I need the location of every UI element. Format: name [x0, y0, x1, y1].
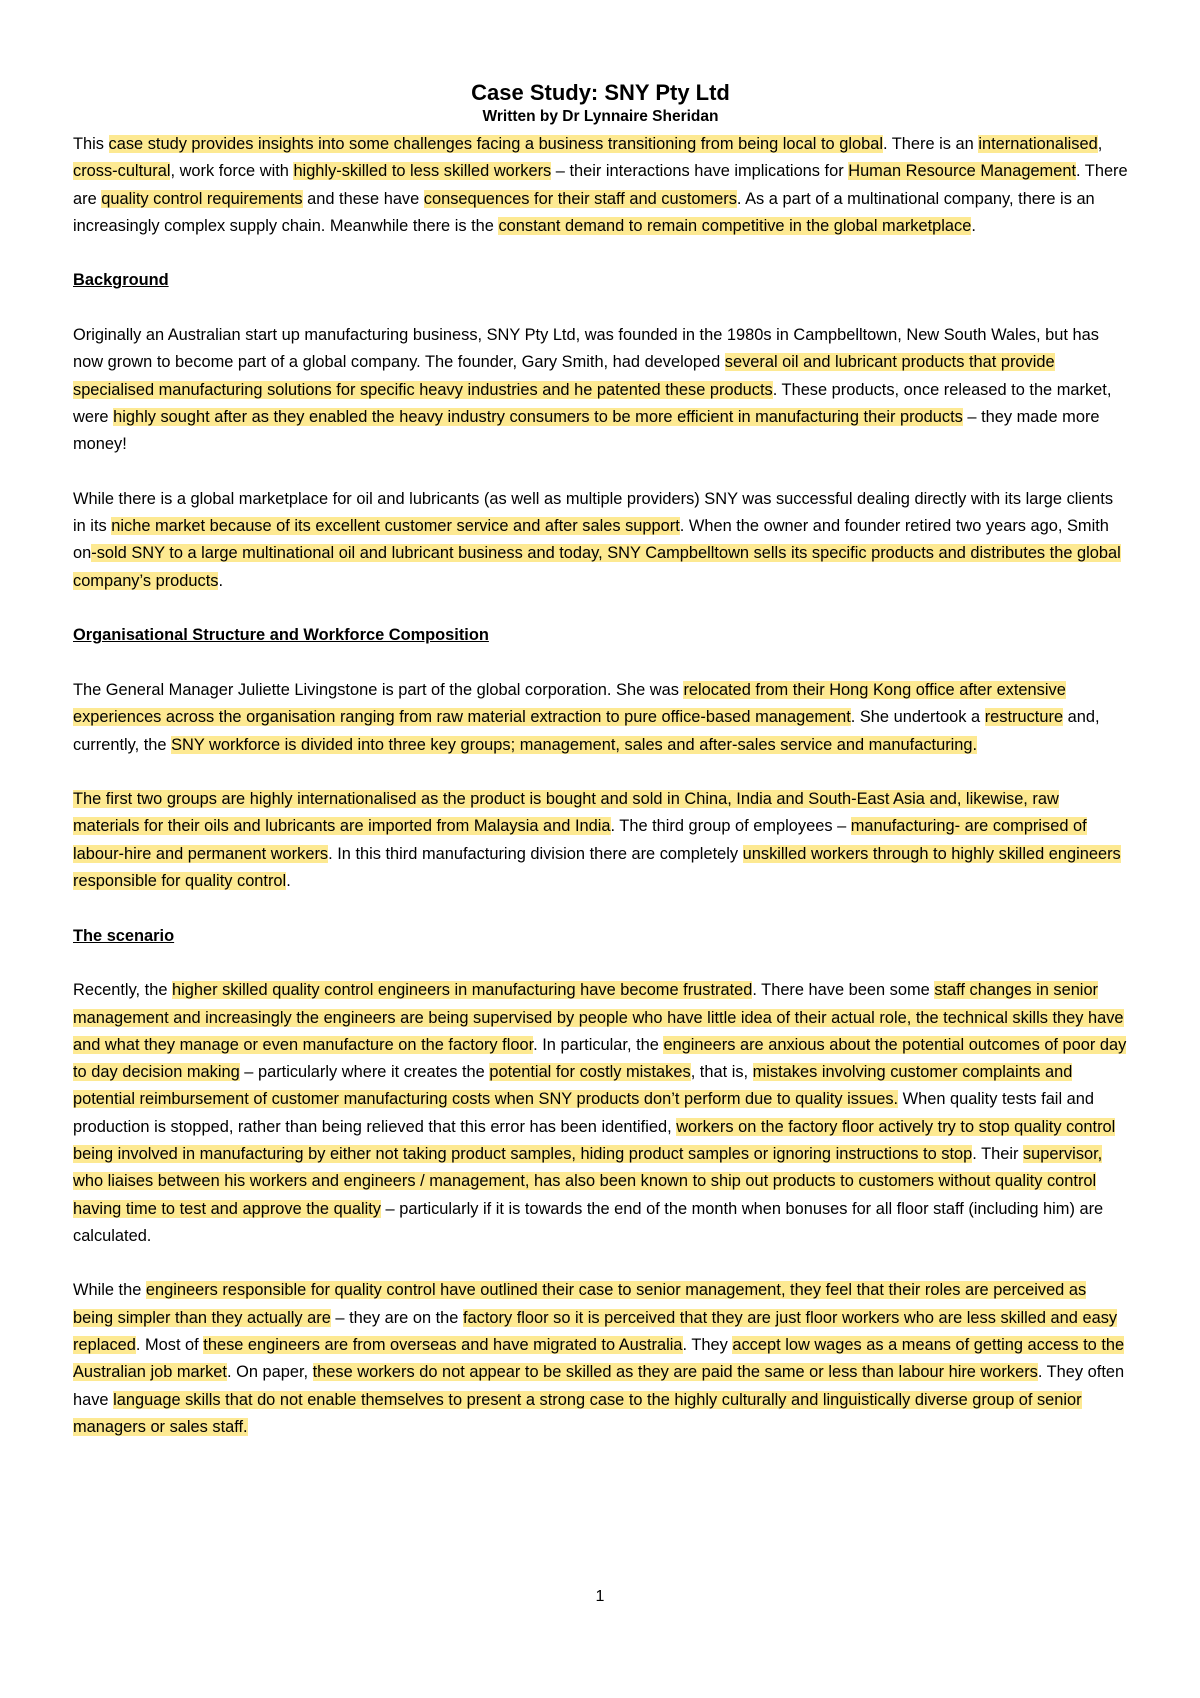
highlighted-text: these workers do not appear to be skilled as they are paid the same or less than labour hire workers [312, 1363, 1038, 1382]
highlighted-text: constant demand to remain competitive in the global marketplace [498, 216, 972, 235]
text-run: , work force with [170, 162, 294, 181]
highlighted-text: internationalised [978, 135, 1098, 153]
highlighted-text: consequences for their staff and customers [423, 189, 737, 208]
page-number: 1 [595, 1588, 605, 1605]
text-run: . There have been some [752, 981, 935, 1000]
highlighted-text: manufacturing- are comprised of labour-hire and permanent workers [73, 817, 1087, 863]
text-run: . [971, 216, 976, 235]
highlighted-text: these engineers are from overseas and have migrated to Australia [203, 1336, 683, 1355]
document-title: Case Study: SNY Pty Ltd [471, 80, 730, 105]
paragraph [73, 486, 1128, 595]
text-run: While the [73, 1281, 146, 1300]
text-run: While there is a global marketplace for oil and lubricants (as well as multiple providers) SNY was successful dealing directly with its large clients in its [73, 489, 1114, 536]
highlighted-text: mistakes involving customer complaints and potential reimbursement of customer manufacturing costs when SNY products don’t perform due to quality issues. [73, 1063, 1073, 1109]
text-run: . These products, once released to the market, were [73, 380, 1112, 426]
text-run: This [73, 135, 109, 153]
highlighted-text: The first two groups are highly internationalised as the product is bought and sold in China, India and South-East Asia and, likewise, raw materials for their oils and lubricants are imported from Malaysia and India [73, 790, 1059, 836]
text-run: . On paper, [226, 1363, 313, 1382]
text-run: . In this third manufacturing division there are completely [328, 844, 743, 863]
paragraph [73, 131, 1128, 240]
section-heading: Organisational Structure and Workforce Composition [73, 626, 489, 645]
highlighted-text: higher skilled quality control engineers in manufacturing have become frustrated [172, 981, 753, 1000]
paragraph [73, 786, 1128, 895]
highlighted-text: niche market because of its excellent customer service and after sales support [111, 517, 680, 536]
highlighted-text: language skills that do not enable themselves to present a strong case to the highly culturally and linguistically diverse group of senior managers or sales staff. [73, 1390, 1082, 1436]
paragraph [73, 977, 1128, 1250]
text-run: – particularly if it is towards the end of the month when bonuses for all floor staff (including him) are calculated. [73, 1199, 1104, 1245]
text-run: , that is, [690, 1063, 753, 1082]
paragraph [73, 322, 1128, 458]
text-run: – they made more money! [73, 407, 1100, 454]
text-run: . In particular, the [533, 1035, 664, 1054]
text-run: – particularly where it creates the [239, 1063, 490, 1082]
highlighted-text: potential for costly mistakes [489, 1063, 691, 1082]
text-run: . There are [73, 162, 1128, 208]
highlighted-text: factory floor so it is perceived that they are just floor workers who are less skilled and easy replaced [73, 1308, 1118, 1355]
highlighted-text: unskilled workers through to highly skilled engineers responsible for quality control [73, 844, 1121, 891]
highlighted-text: relocated from their Hong Kong office after extensive experiences across the organisation ranging from raw material extraction to pure office-based management [73, 680, 1066, 727]
highlighted-text: accept low wages as a means of getting access to the Australian job market [73, 1336, 1125, 1382]
highlighted-text: staff changes in senior management and increasingly the engineers are being supervised by people who have little idea of their actual role, the technical skills they have and what they manage or even manufacture on the factory floor [73, 981, 1124, 1054]
text-run: . [218, 571, 224, 590]
text-run: and these have [302, 189, 424, 208]
highlighted-text: engineers responsible for quality control have outlined their case to senior management, they feel that their roles are perceived as being simpler than they actually are [73, 1281, 1087, 1327]
highlighted-text: quality control requirements [101, 189, 303, 208]
text-run: . They often have [73, 1363, 1125, 1409]
highlighted-text: highly sought after as they enabled the heavy industry consumers to be more efficient in manufacturing their products [113, 407, 963, 426]
text-run: Originally an Australian start up manufacturing business, SNY Pty Ltd, was founded in the 1980s in Campbelltown, New South Wales, but has now grown to become part of a global company. The founder, Gary Smith, had developed [73, 326, 1099, 372]
paragraph [73, 677, 1128, 759]
text-run: . There is an [882, 135, 979, 153]
highlighted-text: several oil and lubricant products that provide specialised manufacturing solutions for specific heavy industries and he patented these products [73, 353, 1055, 399]
highlighted-text: case study provides insights into some challenges facing a business transitioning from being local to global [108, 135, 883, 153]
text-run: . The third group of employees – [610, 817, 851, 836]
text-run: . [286, 872, 291, 891]
highlighted-text: -sold SNY to a large multinational oil and lubricant business and today, SNY Campbelltown sells its specific products and distributes the global company’s products [73, 544, 1121, 590]
section-heading: The scenario [73, 926, 175, 945]
text-run: – their interactions have implications for [551, 162, 849, 181]
highlighted-text: workers on the factory floor actively try to stop quality control being involved in manufacturing by either not taking product samples, hiding product samples or ignoring instructions to stop [73, 1117, 1116, 1163]
highlighted-text: cross-cultural [73, 162, 171, 181]
text-run: . She undertook a [850, 708, 985, 727]
document-body [73, 131, 1128, 1441]
text-run: . They [682, 1336, 733, 1355]
text-run: When quality tests fail and production is stopped, rather than being relieved that this error has been identified, [73, 1090, 1094, 1136]
highlighted-text: highly-skilled to less skilled workers [293, 162, 552, 181]
text-run: , [1097, 135, 1103, 153]
highlighted-text: restructure [984, 708, 1064, 727]
paragraph [73, 1277, 1128, 1441]
text-run: . Most of [135, 1336, 204, 1355]
highlighted-text: supervisor, who liaises between his workers and engineers / management, has also been known to ship out products to customers without quality control having time to test and approve the quality [73, 1144, 1103, 1218]
section-heading: Background [73, 271, 169, 290]
highlighted-text: engineers are anxious about the potential outcomes of poor day to day decision making [73, 1035, 1127, 1082]
text-run: . When the owner and founder retired two years ago, Smith on [73, 517, 1109, 563]
highlighted-text: SNY workforce is divided into three key groups; management, sales and after-sales service and manufacturing. [171, 735, 978, 754]
text-run: – they are on the [330, 1308, 463, 1327]
text-run: The General Manager Juliette Livingstone is part of the global corporation. She was [73, 680, 684, 699]
document-author: Written by Dr Lynnaire Sheridan [482, 108, 719, 125]
text-run: . As a part of a multinational company, there is an increasingly complex supply chain. Meanwhile there is the [73, 189, 1095, 235]
text-run: . Their [972, 1144, 1023, 1163]
text-run: and, currently, the [73, 708, 1100, 754]
text-run: Recently, the [73, 981, 172, 1000]
highlighted-text: Human Resource Management [848, 162, 1076, 181]
